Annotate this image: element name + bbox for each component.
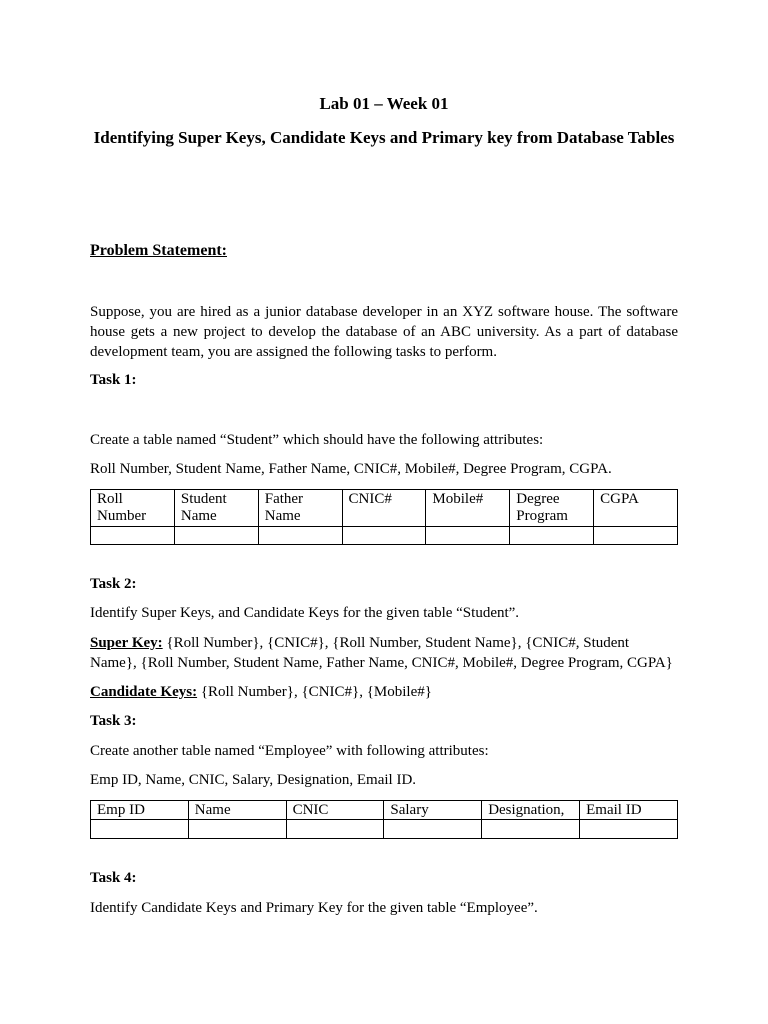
employee-table-empty-row bbox=[91, 820, 678, 839]
employee-empty-cell bbox=[482, 820, 580, 839]
student-header-cell: Student Name bbox=[174, 490, 258, 527]
employee-empty-cell bbox=[188, 820, 286, 839]
student-empty-cell bbox=[174, 527, 258, 545]
candidate-keys-paragraph bbox=[90, 682, 678, 702]
student-header-cell: Father Name bbox=[258, 490, 342, 527]
student-table bbox=[90, 489, 678, 545]
task1-attributes: Roll Number, Student Name, Father Name, CNIC#, Mobile#, Degree Program, CGPA. bbox=[90, 461, 612, 477]
student-empty-cell bbox=[594, 527, 678, 545]
employee-header-cell: Email ID bbox=[580, 801, 678, 820]
employee-table-header-row bbox=[91, 801, 678, 820]
employee-header-cell: CNIC bbox=[286, 801, 384, 820]
student-header-cell: Degree Program bbox=[510, 490, 594, 527]
candidate-keys-text: {Roll Number}, {CNIC#}, {Mobile#} bbox=[197, 684, 432, 700]
problem-statement-heading: Problem Statement: bbox=[90, 242, 227, 259]
task3-attributes: Emp ID, Name, CNIC, Salary, Designation, Email ID. bbox=[90, 772, 417, 788]
student-empty-cell bbox=[91, 527, 175, 545]
employee-empty-cell bbox=[580, 820, 678, 839]
task3-heading: Task 3: bbox=[90, 713, 137, 729]
student-empty-cell bbox=[426, 527, 510, 545]
candidate-keys-label: Candidate Keys: bbox=[90, 684, 198, 700]
student-table-empty-row bbox=[91, 527, 678, 545]
student-header-cell: CNIC# bbox=[342, 490, 426, 527]
task1-heading: Task 1: bbox=[90, 372, 137, 388]
task4-heading: Task 4: bbox=[90, 870, 137, 886]
page-subtitle: Identifying Super Keys, Candidate Keys and Primary key from Database Tables bbox=[93, 128, 675, 147]
student-header-cell: Roll Number bbox=[91, 490, 175, 527]
employee-empty-cell bbox=[384, 820, 482, 839]
employee-header-cell: Emp ID bbox=[91, 801, 189, 820]
student-empty-cell bbox=[510, 527, 594, 545]
super-key-text: {Roll Number}, {CNIC#}, {Roll Number, Student Name}, {CNIC#, Student Name}, {Roll Number, Student Name, Father Name, CNIC#, Mobile#, Degree Program, CGPA} bbox=[90, 635, 673, 671]
employee-empty-cell bbox=[91, 820, 189, 839]
student-empty-cell bbox=[342, 527, 426, 545]
student-table-header-row bbox=[91, 490, 678, 527]
problem-statement-text: Suppose, you are hired as a junior database developer in an XYZ software house. The software house gets a new project to develop the database of an ABC university. As a part of database development team, you are assigned the following tasks to perform. bbox=[90, 304, 678, 360]
super-key-paragraph bbox=[90, 633, 678, 673]
task2-heading: Task 2: bbox=[90, 576, 137, 592]
employee-table bbox=[90, 800, 678, 839]
super-key-label: Super Key: bbox=[90, 635, 163, 651]
task2-instruction: Identify Super Keys, and Candidate Keys for the given table “Student”. bbox=[90, 605, 520, 621]
employee-header-cell: Salary bbox=[384, 801, 482, 820]
student-header-cell: CGPA bbox=[594, 490, 678, 527]
employee-header-cell: Designation, bbox=[482, 801, 580, 820]
task4-instruction: Identify Candidate Keys and Primary Key for the given table “Employee”. bbox=[90, 900, 538, 916]
task1-instruction: Create a table named “Student” which should have the following attributes: bbox=[90, 432, 544, 448]
student-empty-cell bbox=[258, 527, 342, 545]
student-header-cell: Mobile# bbox=[426, 490, 510, 527]
employee-header-cell: Name bbox=[188, 801, 286, 820]
task3-instruction: Create another table named “Employee” with following attributes: bbox=[90, 743, 489, 759]
employee-empty-cell bbox=[286, 820, 384, 839]
page-title: Lab 01 – Week 01 bbox=[319, 94, 449, 113]
